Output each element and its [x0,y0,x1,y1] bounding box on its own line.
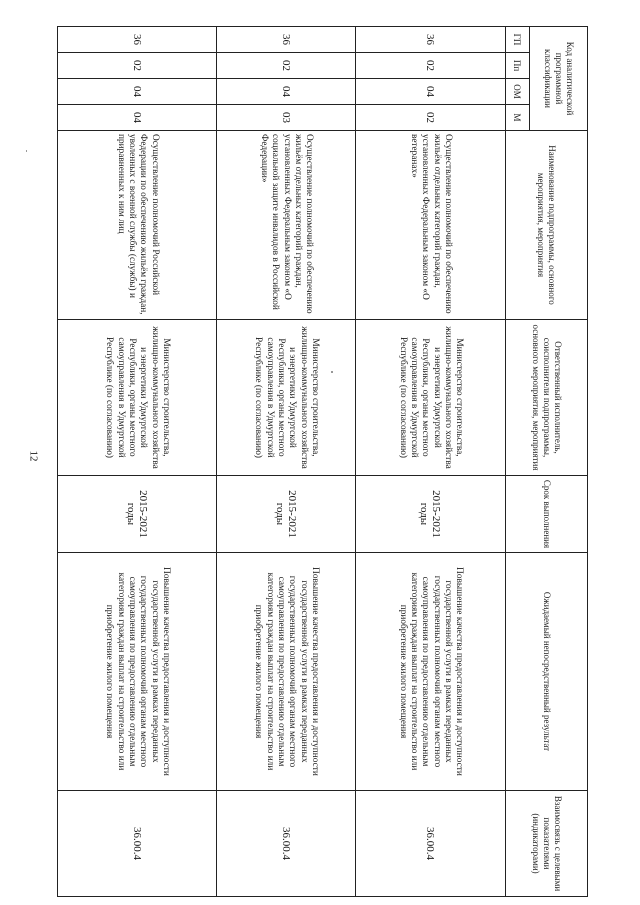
cell-name: Осуществление полномочий по обеспечению жильём отдельных категорий граждан, установленных Федеральным законом «О ветеранах» [356,131,506,320]
cell-term: 2015-2021 годы [356,476,506,553]
scan-speck [331,371,333,373]
cell-term: 2015-2021 годы [58,476,217,553]
cell-executor: Министерство строительства, жилищно-коммунального хозяйства и энергетики Удмуртской Республики, органы местного самоуправления в Удмуртской Республике (по согласованию) [217,320,356,476]
table-row [217,27,356,897]
cell-m: 03 [217,105,356,131]
measures-table [57,26,588,897]
cell-om: 04 [58,79,217,105]
table-row [58,27,217,897]
cell-result: Повышение качества предоставления и доступности государственной услуги в рамках переданных государственных полномочий органам местного самоуправления по предоставлению отдельным категориям граждан выплат на строительство или приобретение жилого помещения [58,553,217,791]
header-om: ОМ [506,79,530,105]
cell-name: Осуществление полномочий по обеспечению жильём отдельных категорий граждан, установленных Федеральным законом «О социальной защите инвалидов в Российской Федерации» [217,131,356,320]
cell-gp: 36 [58,27,217,53]
cell-executor: Министерство строительства, жилищно-коммунального хозяйства и энергетики Удмуртской Республики, органы местного самоуправления в Удмуртской Республике (по согласованию) [356,320,506,476]
cell-term: 2015-2021 годы [217,476,356,553]
cell-relation: 36.00.4 [217,791,356,897]
cell-pp: 02 [58,53,217,79]
header-executor: Ответственный исполнитель, соисполнители подпрограммы, основного мероприятия, мероприятия [506,320,588,476]
cell-m: 02 [356,105,506,131]
header-pp: Пп [506,53,530,79]
header-m: М [506,105,530,131]
cell-result: Повышение качества предоставления и доступности государственной услуги в рамках переданных государственных полномочий органам местного самоуправления по предоставлению отдельным категориям граждан выплат на строительство или приобретение жилого помещения [217,553,356,791]
table-row [356,27,506,897]
header-gp: ГП [506,27,530,53]
header-result: Ожидаемый непосредственный результат [506,553,588,791]
header-code-group: Код аналитической программной классификации [530,27,588,131]
cell-m: 04 [58,105,217,131]
cell-om: 04 [217,79,356,105]
rotated-table-wrapper [58,26,588,896]
cell-pp: 02 [356,53,506,79]
cell-pp: 02 [217,53,356,79]
header-relation: Взаимосвязь с целевыми показателями (индикаторами) [506,791,588,897]
cell-gp: 36 [217,27,356,53]
cell-om: 04 [356,79,506,105]
cell-gp: 36 [356,27,506,53]
cell-name: Осуществление полномочий Российской Федерации по обеспечению жильём граждан, уволенных с военной службы (службы) и приравненных к ним лиц [58,131,217,320]
page-number: 12 [27,450,40,462]
cell-relation: 36.00.4 [58,791,217,897]
cell-relation: 36.00.4 [356,791,506,897]
cell-executor: Министерство строительства, жилищно-коммунального хозяйства и энергетики Удмуртской Республики, органы местного самоуправления в Удмуртской Республике (по согласованию) [58,320,217,476]
header-name: Наименование подпрограммы, основного мероприятия, мероприятия [506,131,588,320]
scan-speck [26,150,27,152]
header-term: Срок выполнения [506,476,588,553]
cell-result: Повышение качества предоставления и доступности государственной услуги в рамках переданных государственных полномочий органам местного самоуправления по предоставлению отдельным категориям граждан выплат на строительство или приобретение жилого помещения [356,553,506,791]
